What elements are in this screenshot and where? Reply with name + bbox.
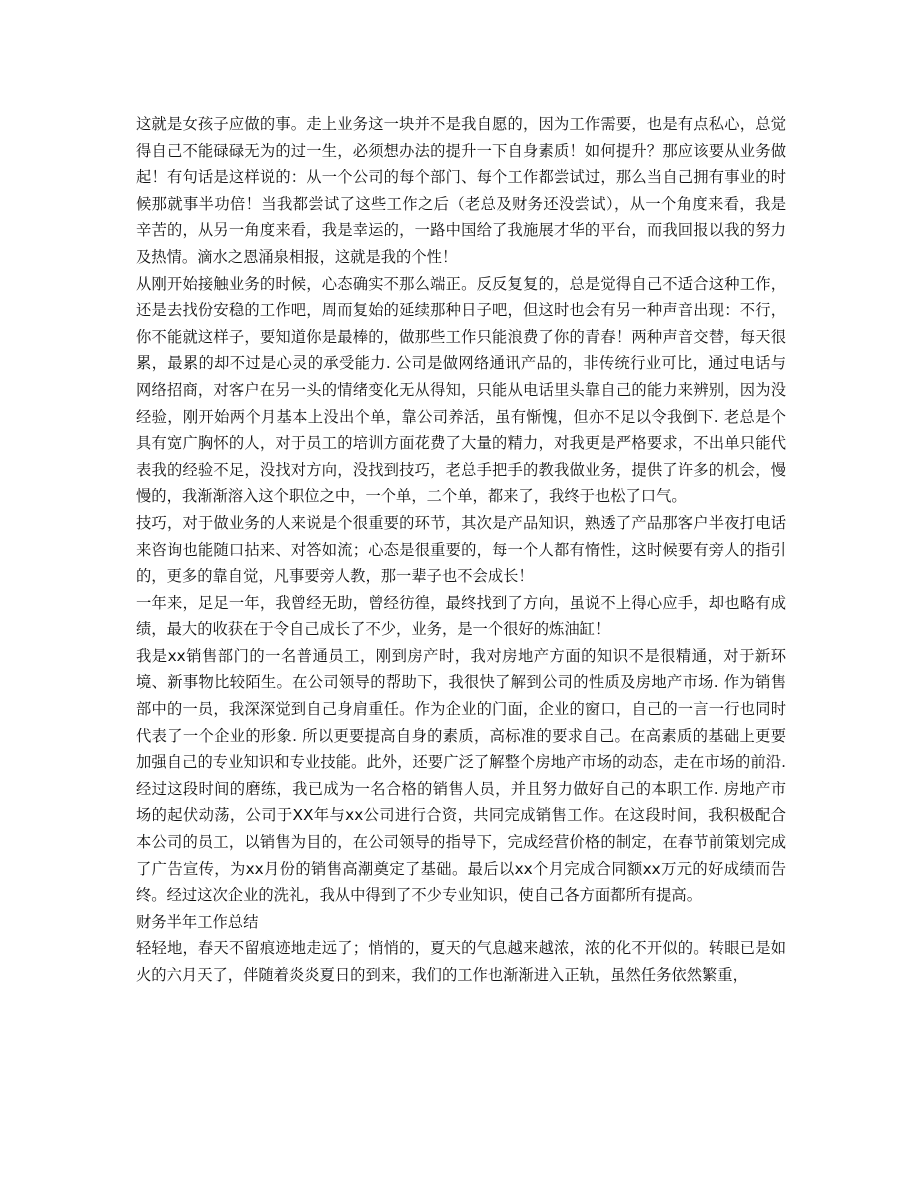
paragraph-4: 一年来，足足一年，我曾经无助，曾经彷徨，最终找到了方向，虽说不上得心应手，却也略有成绩，最大的收获在于令自己成长了不少，业务，是一个很好的炼油缸！	[136, 593, 786, 639]
section-title: 财务半年工作总结	[136, 912, 259, 931]
document-page	[136, 111, 786, 989]
paragraph-2: 从刚开始接触业务的时候，心态确实不那么端正。反反复复的，总是觉得自己不适合这种工作，还是去找份安稳的工作吧，周而复始的延续那种日子吧，但这时也会有另一种声音出现：不行，你不能就这样子，要知道你是最棒的，做那些工作只能浪费了你的青春！两种声音交替，每天很累，最累的却不过是心灵的承受能力. 公司是做网络通讯产品的，非传统行业可比，通过电话与网络招商，对客户在另一头的情绪变化无从得知，只能从电话里头靠自己的能力来辨别，因为没经验，刚开始两个月基本上没出个单，靠公司养活，虽有惭愧，但亦不足以令我倒下. 老总是个具有宽广胸怀的人，对于员工的培训方面花费了大量的精力，对我更是严格要求，不出单只能代表我的经验不足，没找对方向，没找到技巧，老总手把手的教我做业务，提供了许多的机会，慢慢的，我渐渐溶入这个职位之中，一个单，二个单，都来了，我终于也松了口气。	[136, 274, 786, 506]
paragraph-3: 技巧，对于做业务的人来说是个很重要的环节，其次是产品知识，熟透了产品那客户半夜打电话来咨询也能随口拈来、对答如流；心态是很重要的，每一个人都有惰性，这时候要有旁人的指引的，更多的靠自觉，凡事要旁人教，那一辈子也不会成长！	[136, 513, 786, 586]
paragraph-5: 我是xx销售部门的一名普通员工，刚到房产时，我对房地产方面的知识不是很精通，对于新环境、新事物比较陌生。在公司领导的帮助下，我很快了解到公司的性质及房地产市场. 作为销售部中的一员，我深深觉到自己身肩重任。作为企业的门面，企业的窗口，自己的一言一行也同时代表了一个企业的形象. 所以更要提高自身的素质，高标准的要求自己。在高素质的基础上更要加强自己的专业知识和专业技能。此外，还要广泛了解整个房地产市场的动态，走在市场的前沿. 经过这段时间的磨练，我已成为一名合格的销售人员，并且努力做好自己的本职工作. 房地产市场的起伏动荡，公司于XX年与xx公司进行合资，共同完成销售工作。在这段时间，我积极配合本公司的员工，以销售为目的，在公司领导的指导下，完成经营价格的制定，在春节前策划完成了广告宣传，为xx月份的销售高潮奠定了基础。最后以xx个月完成合同额xx万元的好成绩而告终。经过这次企业的洗礼，我从中得到了不少专业知识，使自己各方面都所有提高。	[136, 646, 786, 905]
paragraph-1: 这就是女孩子应做的事。走上业务这一块并不是我自愿的，因为工作需要，也是有点私心，总觉得自己不能碌碌无为的过一生，必须想办法的提升一下自身素质！如何提升？那应该要从业务做起！有句话是这样说的：从一个公司的每个部门、每个工作都尝试过，那么当自己拥有事业的时候那就事半功倍！当我都尝试了这些工作之后（老总及财务还没尝试），从一个角度来看，我是辛苦的，从另一角度来看，我是幸运的，一路中国给了我施展才华的平台，而我回报以我的努力及热情。滴水之恩涌泉相报，这就是我的个性！	[136, 115, 786, 266]
closing-paragraph: 轻轻地，春天不留痕迹地走远了；悄悄的，夏天的气息越来越浓，浓的化不开似的。转眼已是如火的六月天了，伴随着炎炎夏日的到来，我们的工作也渐渐进入正轨，虽然任务依然繁重，	[136, 939, 786, 984]
